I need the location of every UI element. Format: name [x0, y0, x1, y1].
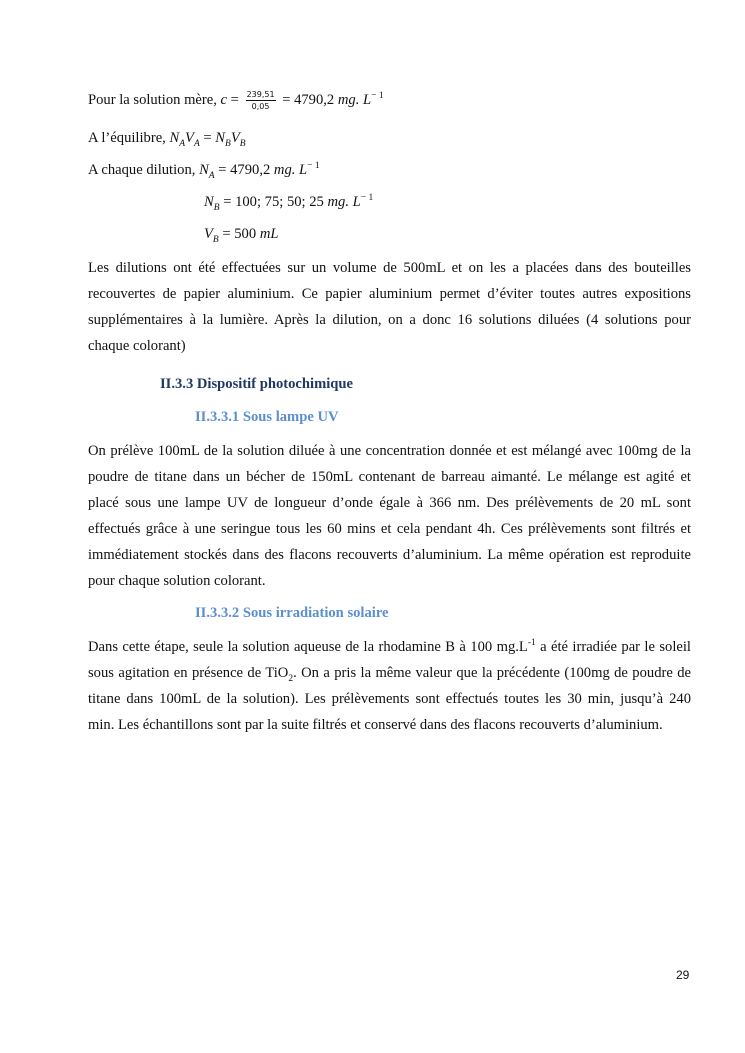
text-line: pour chaque solution colorant. [88, 573, 266, 589]
text-line: recouvertes de papier aluminium. Ce papier aluminium permet d’éviter toutes autres expositions [88, 286, 691, 302]
paragraph-dilutions [88, 255, 691, 359]
text-line: titane dans 100mL de la solution). Les prélèvements sont effectués toutes les 30 min, jusqu’à 240 [88, 691, 691, 707]
equation-vb: $V_B = 500$ mL [204, 226, 279, 245]
text-line: effectués grâce à une seringue tous les 60 mins et cela pendant 4h. Ces prélèvements sont filtrés et [88, 521, 691, 537]
text-line: sous agitation en présence de TiO$_2$. On a pris la même valeur que la précédente (100mg de poudre de [88, 665, 691, 684]
equation-na: A chaque dilution, $N_A = 4790,2$ mg. $L^{- 1}$ [88, 161, 320, 181]
subsection-heading-uv: II.3.3.1 Sous lampe UV [195, 409, 339, 425]
equation-equilibrium: A l’équilibre, $N_AV_A = N_BV_B$ [88, 130, 246, 149]
text-line: Dans cette étape, seule la solution aqueuse de la rhodamine B à 100 $mg.L^{-1}$ a été irradiée par le soleil [88, 638, 691, 655]
paragraph-solar [88, 634, 691, 738]
text-line: min. Les échantillons sont par la suite filtrés et conservé dans des flacons recouverts d’aluminium. [88, 717, 663, 733]
text-line: supplémentaires à la lumière. Après la dilution, on a donc 16 solutions diluées (4 solutions pour [88, 312, 691, 328]
text-line: chaque colorant) [88, 338, 186, 354]
equation-concentration: Pour la solution mère, c = $\frac{239,51}{0,05}$ = 4790,2 mg. $L^{- 1}$ [88, 90, 384, 111]
text-line: placé sous une lampe UV de longueur d’onde égale à 366 nm. Des prélèvements de 20 mL sont [88, 495, 691, 511]
section-heading: II.3.3 Dispositif photochimique [160, 376, 353, 392]
text-line: poudre de titane dans un bécher de 150mL contenant de barreau aimanté. Le mélange est agité et [88, 469, 691, 485]
subsection-heading-solar: II.3.3.2 Sous irradiation solaire [195, 605, 389, 621]
page-number: 29 [676, 968, 690, 982]
text-line: immédiatement stockés dans des flacons recouverts d’aluminium. La même opération est reproduite [88, 547, 691, 563]
equation-nb: $N_B = 100$; 75; 50; 25 mg. $L^{- 1}$ [204, 193, 374, 213]
text-line: Les dilutions ont été effectuées sur un volume de 500mL et on les a placées dans des bouteilles [88, 260, 691, 276]
fraction: $\frac{239,51}{0,05}$ [246, 90, 275, 111]
paragraph-uv [88, 438, 691, 594]
text-line: On prélève 100mL de la solution diluée à une concentration donnée et est mélangé avec 100mg de la [88, 443, 691, 459]
